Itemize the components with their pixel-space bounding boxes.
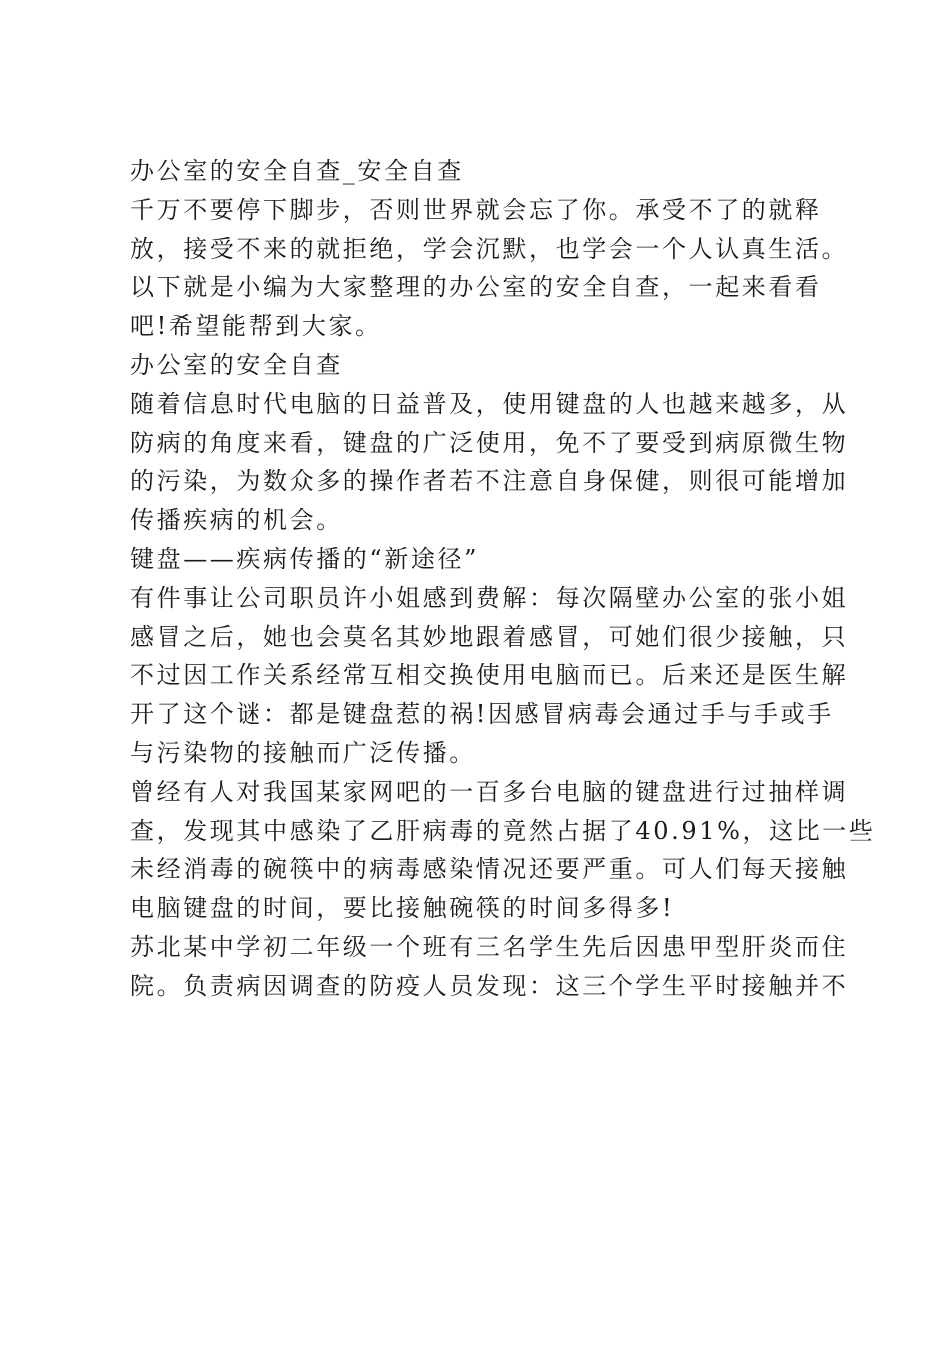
intro-line: 以下就是小编为大家整理的办公室的安全自查，一起来看看 (130, 273, 822, 302)
paragraph-line: 的污染，为数众多的操作者若不注意自身保健，则很可能增加 (130, 467, 849, 496)
paragraph-line: 有件事让公司职员许小姐感到费解：每次隔壁办公室的张小姐 (130, 583, 849, 612)
paragraph-line: 曾经有人对我国某家网吧的一百多台电脑的键盘进行过抽样调 (130, 777, 849, 806)
paragraph-line: 感冒之后，她也会莫名其妙地跟着感冒，可她们很少接触，只 (130, 622, 849, 651)
paragraph-line: 开了这个谜：都是键盘惹的祸!因感冒病毒会通过手与手或手 (130, 700, 834, 729)
paragraph-line: 院。负责病因调查的防疫人员发现：这三个学生平时接触并不 (130, 971, 849, 1000)
subsection-heading: 键盘——疾病传播的“新途径” (130, 544, 479, 573)
document-page (130, 152, 876, 1006)
intro-line: 吧!希望能帮到大家。 (130, 312, 382, 341)
paragraph-line: 苏北某中学初二年级一个班有三名学生先后因患甲型肝炎而住 (130, 932, 849, 961)
intro-line: 放，接受不来的就拒绝，学会沉默，也学会一个人认真生活。 (130, 234, 849, 263)
paragraph-line: 防病的角度来看，键盘的广泛使用，免不了要受到病原微生物 (130, 428, 849, 457)
paragraph-line: 不过因工作关系经常互相交换使用电脑而已。后来还是医生解 (130, 661, 849, 690)
section-heading: 办公室的安全自查 (130, 350, 343, 379)
paragraph-line: 电脑键盘的时间，要比接触碗筷的时间多得多! (130, 894, 675, 923)
paragraph-line: 传播疾病的机会。 (130, 506, 343, 535)
document-title: 办公室的安全自查_安全自查 (130, 157, 464, 185)
paragraph-line: 与污染物的接触而广泛传播。 (130, 738, 476, 767)
intro-line: 千万不要停下脚步，否则世界就会忘了你。承受不了的就释 (130, 195, 822, 224)
paragraph-line: 随着信息时代电脑的日益普及，使用键盘的人也越来越多，从 (130, 389, 849, 418)
paragraph-line: 未经消毒的碗筷中的病毒感染情况还要严重。可人们每天接触 (130, 855, 849, 884)
paragraph-line: 查，发现其中感染了乙肝病毒的竟然占据了40.91%，这比一些 (130, 816, 876, 845)
